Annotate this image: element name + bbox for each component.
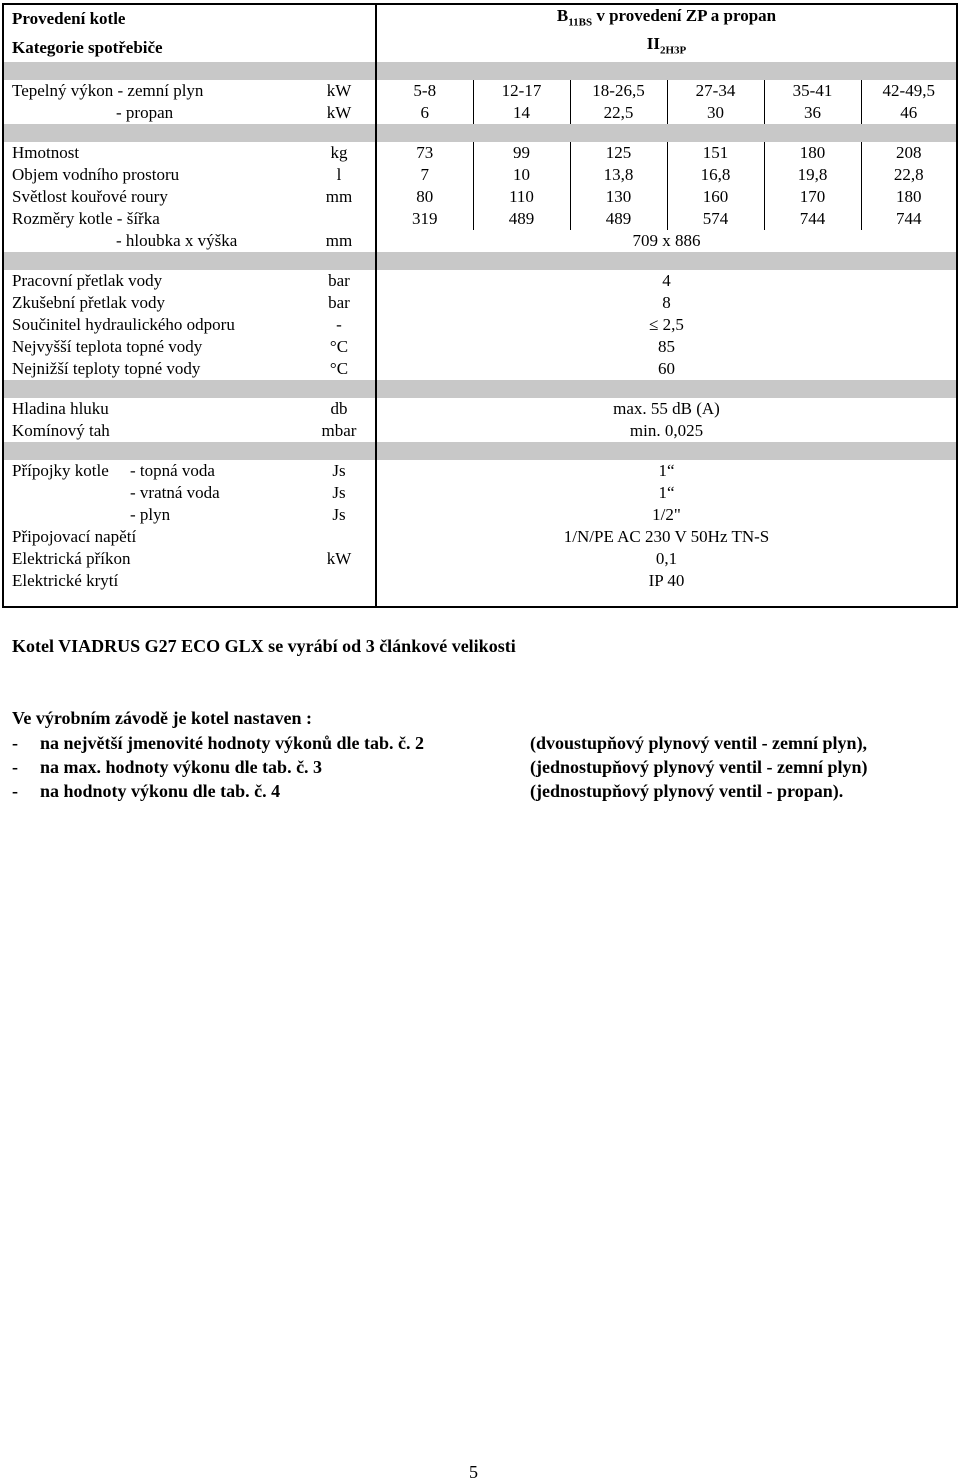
row-unit: mbar	[303, 420, 376, 442]
value-cell: 12-17	[473, 80, 570, 102]
value-cell: 73	[416, 142, 434, 162]
depth-height-row	[3, 230, 957, 252]
header-row-2	[3, 33, 957, 61]
value-cell: 709 x 886	[632, 230, 701, 250]
value-cell: 27-34	[667, 80, 764, 102]
header-row-1	[3, 4, 957, 33]
connections-label: Přípojky kotle	[12, 460, 109, 480]
heating-label: - topná voda	[130, 460, 215, 480]
value-cell: 0,1	[655, 548, 678, 568]
value-cell: 125	[570, 142, 667, 164]
row-unit: °C	[303, 336, 376, 358]
spacer-row	[3, 592, 957, 607]
value-cell: 30	[667, 102, 764, 124]
row-label: - vratná voda	[130, 482, 220, 502]
row-unit: l	[303, 164, 376, 186]
item-note: (dvoustupňový plynový ventil - zemní plyn),	[530, 733, 868, 753]
pressure-row	[3, 358, 957, 380]
row-label	[3, 460, 303, 482]
value-cell: min. 0,025	[629, 420, 704, 440]
row-unit: mm	[303, 230, 376, 252]
value-cell: 208	[861, 142, 957, 164]
voltage-row	[3, 526, 957, 548]
value-cell: IP 40	[648, 570, 685, 590]
weight-row	[3, 142, 957, 164]
width-row	[3, 208, 957, 230]
connection-gas-row	[3, 504, 957, 526]
value-cell: ≤ 2,5	[649, 314, 684, 334]
value-cell: max. 55 dB (A)	[613, 398, 720, 418]
value-cell: 7	[420, 164, 429, 184]
row-label: Komínový tah	[12, 420, 110, 440]
value-cell: 130	[570, 186, 667, 208]
item-dash: -	[12, 781, 18, 801]
row-unit: db	[303, 398, 376, 420]
value-cell: 42-49,5	[861, 80, 957, 102]
value-cell: 19,8	[764, 164, 861, 186]
value-cell: 1/2"	[652, 504, 681, 524]
row-unit: kW	[303, 102, 376, 124]
factory-settings-title: Ve výrobním závodě je kotel nastaven :	[12, 708, 312, 728]
header-title-1: Provedení kotle	[12, 9, 126, 29]
row-unit: kg	[303, 142, 376, 164]
appliance-category: $II_{2H3P}$	[646, 34, 687, 57]
pressure-row	[3, 336, 957, 358]
value-cell: 13,8	[570, 164, 667, 186]
value-cell: 35-41	[764, 80, 861, 102]
water-volume-row	[3, 164, 957, 186]
row-unit: Js	[303, 460, 376, 482]
row-label: Objem vodního prostoru	[12, 164, 180, 184]
flue-row	[3, 186, 957, 208]
chimney-draft-row	[3, 420, 957, 442]
connection-return-row	[3, 482, 957, 504]
factory-item	[12, 757, 942, 781]
production-note: Kotel VIADRUS G27 ECO GLX se vyrábí od 3 článkové velikosti	[12, 636, 516, 656]
row-label: Elektrická příkon	[12, 548, 131, 568]
row-label: Hladina hluku	[12, 398, 109, 418]
power-propane-row	[3, 102, 957, 124]
value-cell: 5-8	[413, 80, 437, 100]
value-cell: 6	[420, 102, 429, 122]
item-text: na největší jmenovité hodnoty výkonů dle tab. č. 2	[40, 733, 425, 753]
value-cell: 22,5	[570, 102, 667, 124]
value-cell: 80	[416, 186, 434, 206]
factory-item	[12, 733, 942, 757]
item-note: (jednostupňový plynový ventil - propan).	[530, 781, 844, 801]
factory-item	[12, 781, 942, 805]
value-cell: 60	[658, 358, 675, 378]
item-text: na hodnoty výkonu dle tab. č. 4	[40, 781, 281, 801]
separator	[3, 442, 957, 460]
spec-table	[2, 3, 958, 608]
item-text: na max. hodnoty výkonu dle tab. č. 3	[40, 757, 323, 777]
item-dash: -	[12, 733, 18, 753]
value-cell: 8	[662, 292, 671, 312]
row-label: Připojovací napětí	[12, 526, 137, 546]
value-cell: 36	[764, 102, 861, 124]
row-label: - hloubka x výška	[116, 230, 238, 250]
value-cell: 180	[764, 142, 861, 164]
separator	[3, 380, 957, 398]
row-unit: Js	[303, 504, 376, 526]
row-unit: bar	[303, 292, 376, 314]
ip-row	[3, 570, 957, 592]
pressure-row	[3, 292, 957, 314]
separator	[3, 124, 957, 142]
row-unit: °C	[303, 358, 376, 380]
item-dash: -	[12, 757, 18, 777]
value-cell: 489	[570, 208, 667, 230]
row-label: - propan	[116, 102, 174, 122]
value-cell: 18-26,5	[570, 80, 667, 102]
value-cell: 319	[412, 208, 438, 228]
header-title-2: Kategorie spotřebiče	[12, 37, 163, 57]
row-label: Rozměry kotle - šířka	[12, 208, 160, 228]
row-label: Nejnižší teploty topné vody	[12, 358, 201, 378]
value-cell: 489	[473, 208, 570, 230]
value-cell: 1/N/PE AC 230 V 50Hz TN-S	[563, 526, 770, 546]
item-note: (jednostupňový plynový ventil - zemní plyn)	[530, 757, 868, 777]
row-label: - plyn	[130, 504, 171, 524]
value-cell: 99	[473, 142, 570, 164]
row-label: Tepelný výkon - zemní plyn	[12, 80, 204, 100]
power-gas-row	[3, 80, 957, 102]
row-unit: kW	[303, 548, 376, 570]
value-cell: 160	[667, 186, 764, 208]
value-cell: 1“	[658, 482, 675, 502]
separator	[3, 252, 957, 270]
value-cell: 22,8	[861, 164, 957, 186]
value-cell: 574	[667, 208, 764, 230]
value-cell: 744	[764, 208, 861, 230]
value-cell: 110	[473, 186, 570, 208]
electric-power-row	[3, 548, 957, 570]
value-cell: 85	[658, 336, 675, 356]
value-cell: 4	[662, 270, 671, 290]
value-cell: 10	[473, 164, 570, 186]
pressure-row	[3, 314, 957, 336]
separator	[3, 62, 957, 80]
noise-row	[3, 398, 957, 420]
row-label: Hmotnost	[12, 142, 80, 162]
pressure-row	[3, 270, 957, 292]
value-cell: 170	[764, 186, 861, 208]
connection-heating-row	[3, 460, 957, 482]
row-label: Světlost kouřové roury	[12, 186, 168, 206]
value-cell: 744	[861, 208, 957, 230]
row-label: Zkušební přetlak vody	[12, 292, 165, 312]
row-label: Elektrické krytí	[12, 570, 119, 590]
row-unit: mm	[303, 186, 376, 208]
value-cell: 1“	[658, 460, 675, 480]
row-unit: Js	[303, 482, 376, 504]
row-unit: kW	[303, 80, 376, 102]
row-unit: -	[303, 314, 376, 336]
value-cell: 151	[667, 142, 764, 164]
page-number: 5	[469, 1462, 478, 1482]
appliance-type: $B_{11BS}$ v provedení ZP a propan	[556, 6, 777, 29]
row-label: Pracovní přetlak vody	[12, 270, 163, 290]
value-cell: 14	[473, 102, 570, 124]
value-cell: 180	[861, 186, 957, 208]
value-cell: 16,8	[667, 164, 764, 186]
row-unit: bar	[303, 270, 376, 292]
value-cell: 46	[861, 102, 957, 124]
row-label: Nejvyšší teplota topné vody	[12, 336, 203, 356]
row-label: Součinitel hydraulického odporu	[12, 314, 235, 334]
